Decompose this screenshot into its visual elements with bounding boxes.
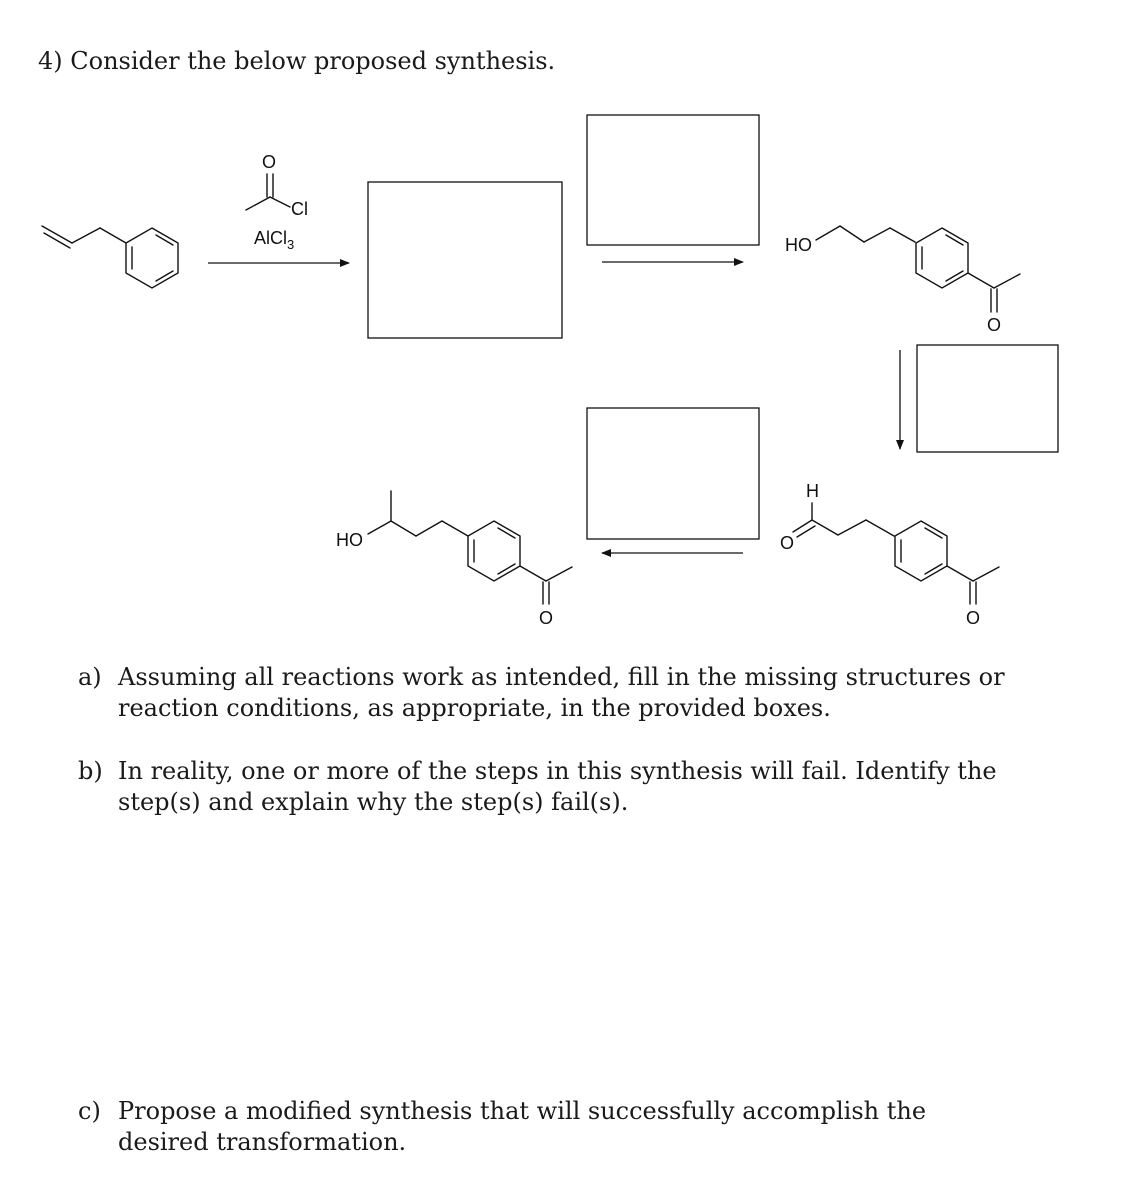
part-a-text: Assuming all reactions work as intended, fill in the missing structures or reaction conditions, as appropriate, in the provided boxes. [118,663,1005,722]
intermediate-aldehyde-structure [780,481,999,628]
part-c-label: c) [78,1097,101,1125]
svg-text:O: O [987,315,1002,335]
reagent-alcl3: AlCl$_3$ [254,228,295,252]
svg-text:HO: HO [785,235,812,255]
final-product-structure [336,491,572,628]
starting-material-allylbenzene [42,226,178,288]
part-b-text: In reality, one or more of the steps in this synthesis will fail. Identify the step(s) and explain why the step(s) fail(s). [118,757,997,816]
svg-text:HO: HO [336,530,363,550]
part-a-label: a) [78,663,102,691]
answer-box-intermediate-1[interactable] [368,182,562,338]
svg-text:O: O [539,608,554,628]
answer-box-conditions-4[interactable] [587,408,759,539]
part-c [78,1096,978,1158]
answer-box-conditions-2[interactable] [587,115,759,245]
intermediate-alcohol-structure [785,226,1020,335]
answer-box-conditions-3[interactable] [917,345,1058,452]
svg-text:O: O [780,533,795,553]
svg-text:O: O [966,608,981,628]
part-b [78,756,1078,818]
reagent-acetyl-chloride [246,152,308,219]
reagent-acyl-cl: Cl [291,199,308,219]
svg-text:H: H [806,481,819,501]
reagent-acyl-o: O [262,152,277,172]
part-a [78,662,1078,724]
part-c-text: Propose a modified synthesis that will successfully accomplish the desired transformation. [118,1097,927,1156]
part-b-label: b) [78,757,103,785]
question-title: 4) Consider the below proposed synthesis. [38,47,556,75]
